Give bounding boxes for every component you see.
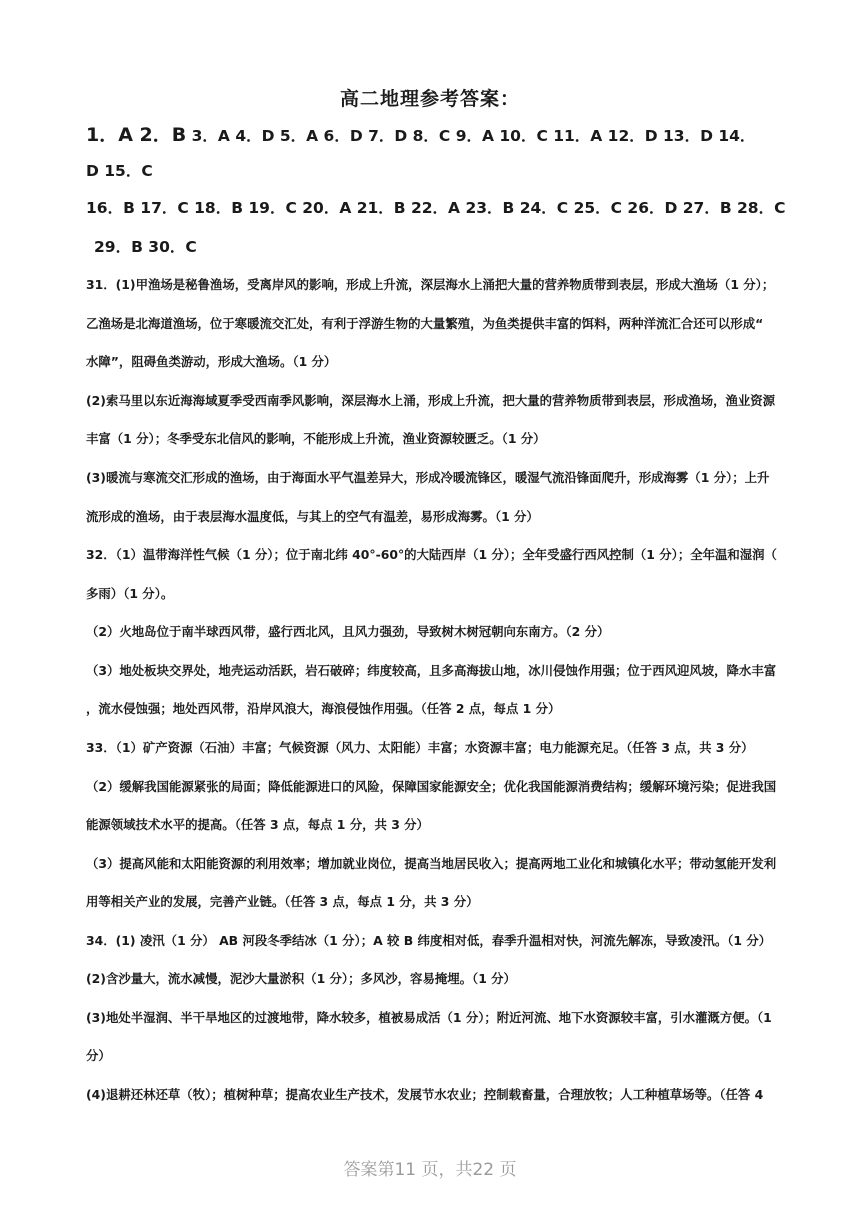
answer-line: 分） (86, 1048, 111, 1063)
mc-answers-rest: 3．A 4．D 5．A 6．D 7．D 8．C 9．A 10．C 11．A 12．D 13．D 14． (186, 127, 756, 145)
answer-line: (3)暖流与寒流交汇形成的渔场，由于海面水平气温差异大，形成冷暖流锋区，暖湿气流沿锋面爬升，形成海雾（1 分）；上升 (86, 470, 770, 485)
mc-answers-first: 1．A 2．B (86, 124, 187, 146)
answer-line: 水障”，阻碍鱼类游动，形成大渔场。（1 分） (86, 354, 337, 369)
answer-line: 32．（1）温带海洋性气候（1 分）；位于南北纬 40°-60°的大陆西岸（1 分）；全年受盛行西风控制（1 分）；全年温和湿润（ (86, 547, 777, 562)
answer-line: 能源领域技术水平的提高。（任答 3 点，每点 1 分，共 3 分） (86, 817, 429, 832)
mc-answers-line-2: D 15．C (86, 162, 153, 180)
page-footer: 答案第11 页，共22 页 (343, 1160, 517, 1180)
answer-line: （3）地处板块交界处，地壳运动活跃，岩石破碎；纬度较高，且多高海拔山地，冰川侵蚀作用强；位于西风迎风坡，降水丰富 (86, 663, 777, 678)
answer-line: 流形成的渔场，由于表层海水温度低，与其上的空气有温差，易形成海雾。（1 分） (86, 509, 539, 524)
answer-line: 丰富（1 分）；冬季受东北信风的影响，不能形成上升流，渔业资源较匮乏。（1 分） (86, 431, 546, 446)
mc-answers-line-4: 29．B 30．C (94, 238, 197, 256)
answer-line: 多雨）（1 分）。 (86, 586, 174, 601)
answer-line: 乙渔场是北海道渔场，位于寒暖流交汇处，有利于浮游生物的大量繁殖，为鱼类提供丰富的饵料，两种洋流汇合还可以形成“ (86, 316, 764, 331)
answer-line: ，流水侵蚀强；地处西风带，沿岸风浪大，海浪侵蚀作用强。（任答 2 点，每点 1 分） (86, 701, 561, 716)
answer-line: （2）火地岛位于南半球西风带，盛行西北风，且风力强劲，导致树木树冠朝向东南方。（2 分） (86, 624, 610, 639)
answer-line: (2)含沙量大，流水减慢，泥沙大量淤积（1 分）；多风沙，容易掩埋。（1 分） (86, 971, 516, 986)
answer-line: 34．(1) 凌汛（1 分） AB 河段冬季结冰（1 分）；A 较 B 纬度相对低，春季升温相对快，河流先解冻，导致凌汛。（1 分） (86, 933, 772, 948)
answer-line: 33．（1）矿产资源（石油）丰富；气候资源（风力、太阳能）丰富；水资源丰富；电力能源充足。（任答 3 点，共 3 分） (86, 740, 754, 755)
answer-line: （3）提高风能和太阳能资源的利用效率；增加就业岗位，提高当地居民收入；提高两地工业化和城镇化水平；带动氢能开发利 (86, 856, 777, 871)
answer-line: 用等相关产业的发展，完善产业链。（任答 3 点，每点 1 分，共 3 分） (86, 894, 479, 909)
answer-line: (4)退耕还林还草（牧）；植树种草；提高农业生产技术，发展节水农业；控制载畜量，合理放牧；人工种植草场等。（任答 4 (86, 1087, 764, 1102)
answer-line: （2）缓解我国能源紧张的局面；降低能源进口的风险，保障国家能源安全；优化我国能源消费结构；缓解环境污染；促进我国 (86, 779, 777, 794)
mc-answers-line-1 (86, 120, 755, 147)
answer-line: (2)索马里以东近海海域夏季受西南季风影响，深层海水上涌，形成上升流，把大量的营养物质带到表层，形成渔场，渔业资源 (86, 393, 776, 408)
answer-line: 31．(1)甲渔场是秘鲁渔场，受离岸风的影响，形成上升流，深层海水上涌把大量的营养物质带到表层，形成大渔场（1 分）； (86, 277, 775, 292)
mc-answers-line-3: 16．B 17．C 18．B 19．C 20．A 21．B 22．A 23．B 24．C 25．C 26．D 27．B 28．C (86, 199, 786, 217)
answer-line: (3)地处半湿润、半干旱地区的过渡地带，降水较多，植被易成活（1 分）；附近河流、地下水资源较丰富，引水灌溉方便。（1 (86, 1010, 772, 1025)
page-title: 高二地理参考答案： (339, 88, 520, 110)
